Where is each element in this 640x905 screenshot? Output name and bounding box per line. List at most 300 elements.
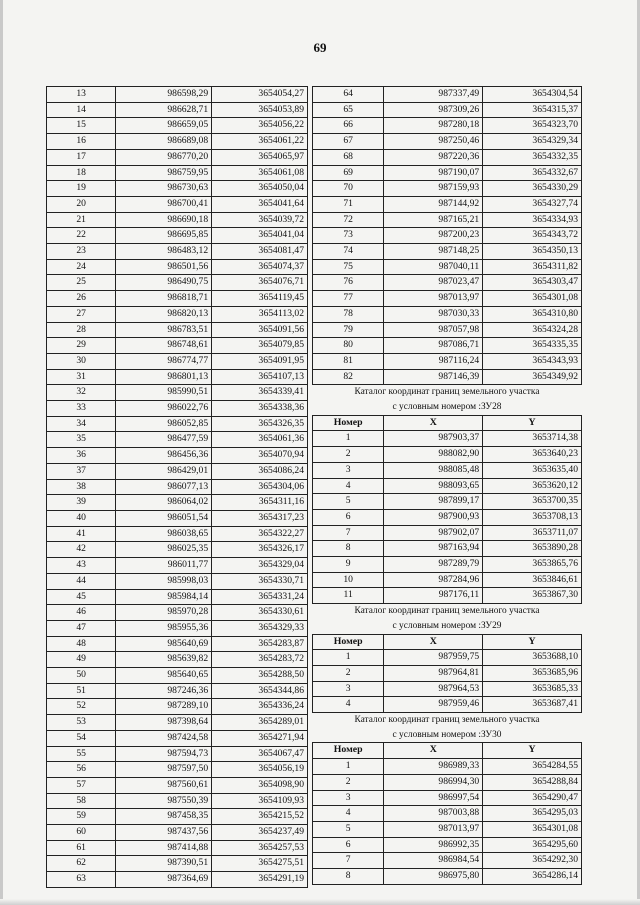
x-coordinate-cell: 986022,76 xyxy=(116,401,212,417)
x-coordinate-cell: 987003,88 xyxy=(384,806,483,822)
table-row xyxy=(47,353,308,369)
point-number-cell: 42 xyxy=(47,542,116,558)
point-number-cell: 57 xyxy=(47,777,116,793)
point-number-cell: 74 xyxy=(313,244,384,260)
y-coordinate-cell: 3653867,30 xyxy=(483,588,582,604)
point-number-cell: 62 xyxy=(47,856,116,872)
y-coordinate-cell: 3654039,72 xyxy=(212,212,308,228)
x-coordinate-cell: 987458,35 xyxy=(116,809,212,825)
y-coordinate-cell: 3654330,29 xyxy=(483,181,582,197)
point-number-cell: 59 xyxy=(47,809,116,825)
y-coordinate-cell: 3654275,51 xyxy=(212,856,308,872)
point-number-cell: 48 xyxy=(47,636,116,652)
x-coordinate-cell: 987964,81 xyxy=(384,665,483,681)
left-column xyxy=(46,86,308,888)
point-number-cell: 2 xyxy=(313,447,384,463)
y-coordinate-cell: 3654091,95 xyxy=(212,353,308,369)
x-coordinate-cell: 988082,90 xyxy=(384,447,483,463)
table-row xyxy=(313,869,582,885)
page-number: 69 xyxy=(313,40,327,55)
point-number-cell: 22 xyxy=(47,228,116,244)
x-coordinate-cell: 987560,61 xyxy=(116,777,212,793)
point-number-cell: 45 xyxy=(47,589,116,605)
x-coordinate-cell: 985639,82 xyxy=(116,652,212,668)
y-coordinate-cell: 3654334,93 xyxy=(483,212,582,228)
header-x: X xyxy=(384,743,483,759)
y-coordinate-cell: 3654291,19 xyxy=(212,872,308,888)
x-coordinate-cell: 986456,36 xyxy=(116,448,212,464)
point-number-cell: 4 xyxy=(313,697,384,713)
header-x: X xyxy=(384,415,483,431)
point-number-cell: 9 xyxy=(313,557,384,573)
point-number-cell: 51 xyxy=(47,683,116,699)
point-number-cell: 66 xyxy=(313,118,384,134)
y-coordinate-cell: 3653846,61 xyxy=(483,572,582,588)
point-number-cell: 81 xyxy=(313,353,384,369)
point-number-cell: 23 xyxy=(47,244,116,260)
point-number-cell: 79 xyxy=(313,322,384,338)
table-row xyxy=(47,401,308,417)
table-row xyxy=(313,447,582,463)
point-number-cell: 31 xyxy=(47,369,116,385)
x-coordinate-cell: 986429,01 xyxy=(116,463,212,479)
table-row xyxy=(47,526,308,542)
y-coordinate-cell: 3654330,71 xyxy=(212,573,308,589)
point-number-cell: 4 xyxy=(313,806,384,822)
table-row xyxy=(313,494,582,510)
point-number-cell: 33 xyxy=(47,401,116,417)
table-row xyxy=(47,825,308,841)
x-coordinate-cell: 986783,51 xyxy=(116,322,212,338)
table-row xyxy=(47,589,308,605)
y-coordinate-cell: 3653865,76 xyxy=(483,557,582,573)
y-coordinate-cell: 3654056,22 xyxy=(212,118,308,134)
table-row xyxy=(313,665,582,681)
y-coordinate-cell: 3654288,50 xyxy=(212,668,308,684)
point-number-cell: 21 xyxy=(47,212,116,228)
header-y: Y xyxy=(483,743,582,759)
x-coordinate-cell: 987437,56 xyxy=(116,825,212,841)
x-coordinate-cell: 987902,07 xyxy=(384,525,483,541)
table-row xyxy=(47,181,308,197)
point-number-cell: 50 xyxy=(47,668,116,684)
point-number-cell: 20 xyxy=(47,196,116,212)
y-coordinate-cell: 3654053,89 xyxy=(212,102,308,118)
table-row xyxy=(313,353,582,369)
x-coordinate-cell: 986064,02 xyxy=(116,495,212,511)
catalog-caption: с условным номером :ЗУ28 xyxy=(392,402,502,413)
y-coordinate-cell: 3654061,36 xyxy=(212,432,308,448)
x-coordinate-cell: 987057,98 xyxy=(384,322,483,338)
y-coordinate-cell: 3654289,01 xyxy=(212,715,308,731)
x-coordinate-cell: 986820,13 xyxy=(116,306,212,322)
y-coordinate-cell: 3654079,85 xyxy=(212,338,308,354)
x-coordinate-cell: 987398,64 xyxy=(116,715,212,731)
x-coordinate-cell: 987116,24 xyxy=(384,353,483,369)
table-row xyxy=(313,291,582,307)
table-row xyxy=(47,259,308,275)
point-number-cell: 39 xyxy=(47,495,116,511)
y-coordinate-cell: 3654343,72 xyxy=(483,228,582,244)
point-number-cell: 73 xyxy=(313,228,384,244)
x-coordinate-cell: 985640,69 xyxy=(116,636,212,652)
x-coordinate-cell: 986994,30 xyxy=(384,774,483,790)
x-coordinate-cell: 987289,79 xyxy=(384,557,483,573)
table-row xyxy=(313,369,582,385)
y-coordinate-cell: 3654350,13 xyxy=(483,244,582,260)
x-coordinate-cell: 987594,73 xyxy=(116,746,212,762)
point-number-cell: 11 xyxy=(313,588,384,604)
x-coordinate-cell: 986598,29 xyxy=(116,87,212,103)
point-number-cell: 7 xyxy=(313,525,384,541)
y-coordinate-cell: 3654315,37 xyxy=(483,102,582,118)
point-number-cell: 54 xyxy=(47,730,116,746)
table-row xyxy=(47,369,308,385)
x-coordinate-cell: 985984,14 xyxy=(116,589,212,605)
x-coordinate-cell: 986501,56 xyxy=(116,259,212,275)
x-coordinate-cell: 986695,85 xyxy=(116,228,212,244)
point-number-cell: 60 xyxy=(47,825,116,841)
point-number-cell: 3 xyxy=(313,462,384,478)
point-number-cell: 72 xyxy=(313,212,384,228)
table-row xyxy=(47,244,308,260)
point-number-cell: 56 xyxy=(47,762,116,778)
x-coordinate-cell: 986997,54 xyxy=(384,790,483,806)
y-coordinate-cell: 3654109,93 xyxy=(212,793,308,809)
x-coordinate-cell: 986818,71 xyxy=(116,291,212,307)
point-number-cell: 77 xyxy=(313,291,384,307)
y-coordinate-cell: 3653620,12 xyxy=(483,478,582,494)
table-row xyxy=(47,840,308,856)
point-number-cell: 47 xyxy=(47,620,116,636)
point-number-cell: 67 xyxy=(313,134,384,150)
x-coordinate-cell: 987899,17 xyxy=(384,494,483,510)
x-coordinate-cell: 987280,18 xyxy=(384,118,483,134)
y-coordinate-cell: 3654310,80 xyxy=(483,306,582,322)
table-row xyxy=(313,650,582,666)
table-row xyxy=(47,479,308,495)
x-coordinate-cell: 986477,59 xyxy=(116,432,212,448)
y-coordinate-cell: 3654335,35 xyxy=(483,338,582,354)
point-number-cell: 82 xyxy=(313,369,384,385)
point-number-cell: 69 xyxy=(313,165,384,181)
table-row xyxy=(47,872,308,888)
catalog-block xyxy=(312,385,582,604)
table-row xyxy=(47,793,308,809)
x-coordinate-cell: 985640,65 xyxy=(116,668,212,684)
table-row xyxy=(47,134,308,150)
table-row xyxy=(313,806,582,822)
point-number-cell: 6 xyxy=(313,837,384,853)
x-coordinate-cell: 987550,39 xyxy=(116,793,212,809)
table-row xyxy=(313,165,582,181)
table-row xyxy=(313,322,582,338)
point-number-cell: 5 xyxy=(313,821,384,837)
table-row xyxy=(47,416,308,432)
table-row xyxy=(47,636,308,652)
header-number: Номер xyxy=(313,743,384,759)
point-number-cell: 68 xyxy=(313,149,384,165)
catalog-block xyxy=(312,713,582,885)
x-coordinate-cell: 987165,21 xyxy=(384,212,483,228)
y-coordinate-cell: 3653711,07 xyxy=(483,525,582,541)
point-number-cell: 4 xyxy=(313,478,384,494)
point-number-cell: 24 xyxy=(47,259,116,275)
table-row xyxy=(47,652,308,668)
y-coordinate-cell: 3653635,40 xyxy=(483,462,582,478)
y-coordinate-cell: 3654326,17 xyxy=(212,542,308,558)
table-row xyxy=(47,118,308,134)
right-column xyxy=(312,86,582,885)
y-coordinate-cell: 3654343,93 xyxy=(483,353,582,369)
y-coordinate-cell: 3653688,10 xyxy=(483,650,582,666)
x-coordinate-cell: 987176,11 xyxy=(384,588,483,604)
point-number-cell: 55 xyxy=(47,746,116,762)
point-number-cell: 76 xyxy=(313,275,384,291)
table-row xyxy=(47,463,308,479)
point-number-cell: 8 xyxy=(313,541,384,557)
point-number-cell: 25 xyxy=(47,275,116,291)
y-coordinate-cell: 3653714,38 xyxy=(483,431,582,447)
point-number-cell: 10 xyxy=(313,572,384,588)
y-coordinate-cell: 3654304,06 xyxy=(212,479,308,495)
x-coordinate-cell: 986011,77 xyxy=(116,558,212,574)
table-row xyxy=(47,306,308,322)
point-number-cell: 8 xyxy=(313,869,384,885)
x-coordinate-cell: 987163,94 xyxy=(384,541,483,557)
point-number-cell: 71 xyxy=(313,196,384,212)
point-number-cell: 75 xyxy=(313,259,384,275)
table-row xyxy=(47,605,308,621)
y-coordinate-cell: 3654054,27 xyxy=(212,87,308,103)
y-coordinate-cell: 3654326,35 xyxy=(212,416,308,432)
x-coordinate-cell: 987289,10 xyxy=(116,699,212,715)
x-coordinate-cell: 987190,07 xyxy=(384,165,483,181)
y-coordinate-cell: 3654329,34 xyxy=(483,134,582,150)
point-number-cell: 15 xyxy=(47,118,116,134)
y-coordinate-cell: 3653685,33 xyxy=(483,681,582,697)
table-row xyxy=(313,837,582,853)
table-row xyxy=(313,774,582,790)
x-coordinate-cell: 987200,23 xyxy=(384,228,483,244)
point-number-cell: 37 xyxy=(47,463,116,479)
point-number-cell: 34 xyxy=(47,416,116,432)
table-row xyxy=(47,432,308,448)
point-number-cell: 61 xyxy=(47,840,116,856)
point-number-cell: 64 xyxy=(313,87,384,103)
x-coordinate-cell: 987597,50 xyxy=(116,762,212,778)
table-row xyxy=(313,525,582,541)
x-coordinate-cell: 988093,65 xyxy=(384,478,483,494)
x-coordinate-cell: 987414,88 xyxy=(116,840,212,856)
table-row xyxy=(47,573,308,589)
table-row xyxy=(313,588,582,604)
table-row xyxy=(47,809,308,825)
catalog-caption: Каталог координат границ земельного участка xyxy=(354,606,540,617)
point-number-cell: 36 xyxy=(47,448,116,464)
table-row xyxy=(47,165,308,181)
y-coordinate-cell: 3654304,54 xyxy=(483,87,582,103)
y-coordinate-cell: 3653640,23 xyxy=(483,447,582,463)
y-coordinate-cell: 3653708,13 xyxy=(483,509,582,525)
x-coordinate-cell: 986801,13 xyxy=(116,369,212,385)
x-coordinate-cell: 986989,33 xyxy=(384,759,483,775)
table-row xyxy=(47,291,308,307)
table-row xyxy=(47,668,308,684)
point-number-cell: 7 xyxy=(313,853,384,869)
x-coordinate-cell: 987284,96 xyxy=(384,572,483,588)
y-coordinate-cell: 3654074,37 xyxy=(212,259,308,275)
y-coordinate-cell: 3654317,23 xyxy=(212,510,308,526)
x-coordinate-cell: 987220,36 xyxy=(384,149,483,165)
y-coordinate-cell: 3654339,41 xyxy=(212,385,308,401)
y-coordinate-cell: 3654330,61 xyxy=(212,605,308,621)
point-number-cell: 19 xyxy=(47,181,116,197)
header-x: X xyxy=(384,634,483,650)
table-row xyxy=(47,542,308,558)
table-row xyxy=(47,856,308,872)
y-coordinate-cell: 3654283,87 xyxy=(212,636,308,652)
y-coordinate-cell: 3653687,41 xyxy=(483,697,582,713)
point-number-cell: 17 xyxy=(47,149,116,165)
y-coordinate-cell: 3654324,28 xyxy=(483,322,582,338)
y-coordinate-cell: 3654329,33 xyxy=(212,620,308,636)
table-row xyxy=(47,699,308,715)
table-row xyxy=(313,431,582,447)
header-number: Номер xyxy=(313,634,384,650)
point-number-cell: 2 xyxy=(313,665,384,681)
x-coordinate-cell: 985998,03 xyxy=(116,573,212,589)
y-coordinate-cell: 3653890,28 xyxy=(483,541,582,557)
table-row xyxy=(47,385,308,401)
table-row xyxy=(313,149,582,165)
x-coordinate-cell: 986051,54 xyxy=(116,510,212,526)
x-coordinate-cell: 987148,25 xyxy=(384,244,483,260)
y-coordinate-cell: 3654327,74 xyxy=(483,196,582,212)
x-coordinate-cell: 988085,48 xyxy=(384,462,483,478)
x-coordinate-cell: 987959,75 xyxy=(384,650,483,666)
y-coordinate-cell: 3654113,02 xyxy=(212,306,308,322)
table-row xyxy=(313,259,582,275)
point-number-cell: 35 xyxy=(47,432,116,448)
y-coordinate-cell: 3654237,49 xyxy=(212,825,308,841)
header-y: Y xyxy=(483,634,582,650)
y-coordinate-cell: 3654349,92 xyxy=(483,369,582,385)
x-coordinate-cell: 987030,33 xyxy=(384,306,483,322)
y-coordinate-cell: 3654323,70 xyxy=(483,118,582,134)
point-number-cell: 30 xyxy=(47,353,116,369)
scan-edge-bottom xyxy=(0,899,640,905)
table-row xyxy=(313,853,582,869)
y-coordinate-cell: 3654056,19 xyxy=(212,762,308,778)
table-header-row xyxy=(313,634,582,650)
y-coordinate-cell: 3654332,35 xyxy=(483,149,582,165)
point-number-cell: 14 xyxy=(47,102,116,118)
table-row xyxy=(47,102,308,118)
x-coordinate-cell: 986628,71 xyxy=(116,102,212,118)
x-coordinate-cell: 987159,93 xyxy=(384,181,483,197)
y-coordinate-cell: 3654215,52 xyxy=(212,809,308,825)
y-coordinate-cell: 3654311,82 xyxy=(483,259,582,275)
x-coordinate-cell: 986689,08 xyxy=(116,134,212,150)
y-coordinate-cell: 3654271,94 xyxy=(212,730,308,746)
table-row xyxy=(313,275,582,291)
x-coordinate-cell: 987337,49 xyxy=(384,87,483,103)
table-row xyxy=(47,275,308,291)
y-coordinate-cell: 3654086,24 xyxy=(212,463,308,479)
y-coordinate-cell: 3654061,08 xyxy=(212,165,308,181)
y-coordinate-cell: 3654070,94 xyxy=(212,448,308,464)
point-number-cell: 40 xyxy=(47,510,116,526)
x-coordinate-cell: 986984,54 xyxy=(384,853,483,869)
y-coordinate-cell: 3654041,04 xyxy=(212,228,308,244)
point-number-cell: 65 xyxy=(313,102,384,118)
y-coordinate-cell: 3654290,47 xyxy=(483,790,582,806)
y-coordinate-cell: 3654076,71 xyxy=(212,275,308,291)
y-coordinate-cell: 3654344,86 xyxy=(212,683,308,699)
y-coordinate-cell: 3654107,13 xyxy=(212,369,308,385)
y-coordinate-cell: 3654065,97 xyxy=(212,149,308,165)
table-row xyxy=(47,196,308,212)
table-row xyxy=(47,620,308,636)
x-coordinate-cell: 987023,47 xyxy=(384,275,483,291)
x-coordinate-cell: 986700,41 xyxy=(116,196,212,212)
y-coordinate-cell: 3654098,90 xyxy=(212,777,308,793)
table-row xyxy=(313,306,582,322)
x-coordinate-cell: 987146,39 xyxy=(384,369,483,385)
table-row xyxy=(313,102,582,118)
point-number-cell: 1 xyxy=(313,650,384,666)
x-coordinate-cell: 987900,93 xyxy=(384,509,483,525)
y-coordinate-cell: 3654301,08 xyxy=(483,821,582,837)
x-coordinate-cell: 986759,95 xyxy=(116,165,212,181)
y-coordinate-cell: 3654091,56 xyxy=(212,322,308,338)
x-coordinate-cell: 987959,46 xyxy=(384,697,483,713)
table-row xyxy=(313,196,582,212)
header-number: Номер xyxy=(313,415,384,431)
table-row xyxy=(313,244,582,260)
table-row xyxy=(47,87,308,103)
x-coordinate-cell: 986992,35 xyxy=(384,837,483,853)
catalog-table xyxy=(312,742,582,884)
catalog-block xyxy=(312,604,582,713)
table-row xyxy=(313,572,582,588)
point-number-cell: 44 xyxy=(47,573,116,589)
right-top-table-body xyxy=(313,87,582,385)
x-coordinate-cell: 986690,18 xyxy=(116,212,212,228)
x-coordinate-cell: 985990,51 xyxy=(116,385,212,401)
catalog-table xyxy=(312,634,582,714)
point-number-cell: 18 xyxy=(47,165,116,181)
x-coordinate-cell: 987013,97 xyxy=(384,821,483,837)
x-coordinate-cell: 987964,53 xyxy=(384,681,483,697)
x-coordinate-cell: 987086,71 xyxy=(384,338,483,354)
y-coordinate-cell: 3654067,47 xyxy=(212,746,308,762)
y-coordinate-cell: 3654257,53 xyxy=(212,840,308,856)
header-y: Y xyxy=(483,415,582,431)
catalog-caption: с условным номером :ЗУ30 xyxy=(392,729,502,740)
point-number-cell: 32 xyxy=(47,385,116,401)
x-coordinate-cell: 987364,69 xyxy=(116,872,212,888)
x-coordinate-cell: 986748,61 xyxy=(116,338,212,354)
y-coordinate-cell: 3654061,22 xyxy=(212,134,308,150)
table-row xyxy=(313,228,582,244)
table-row xyxy=(47,777,308,793)
x-coordinate-cell: 987246,36 xyxy=(116,683,212,699)
point-number-cell: 52 xyxy=(47,699,116,715)
table-row xyxy=(47,762,308,778)
x-coordinate-cell: 986490,75 xyxy=(116,275,212,291)
